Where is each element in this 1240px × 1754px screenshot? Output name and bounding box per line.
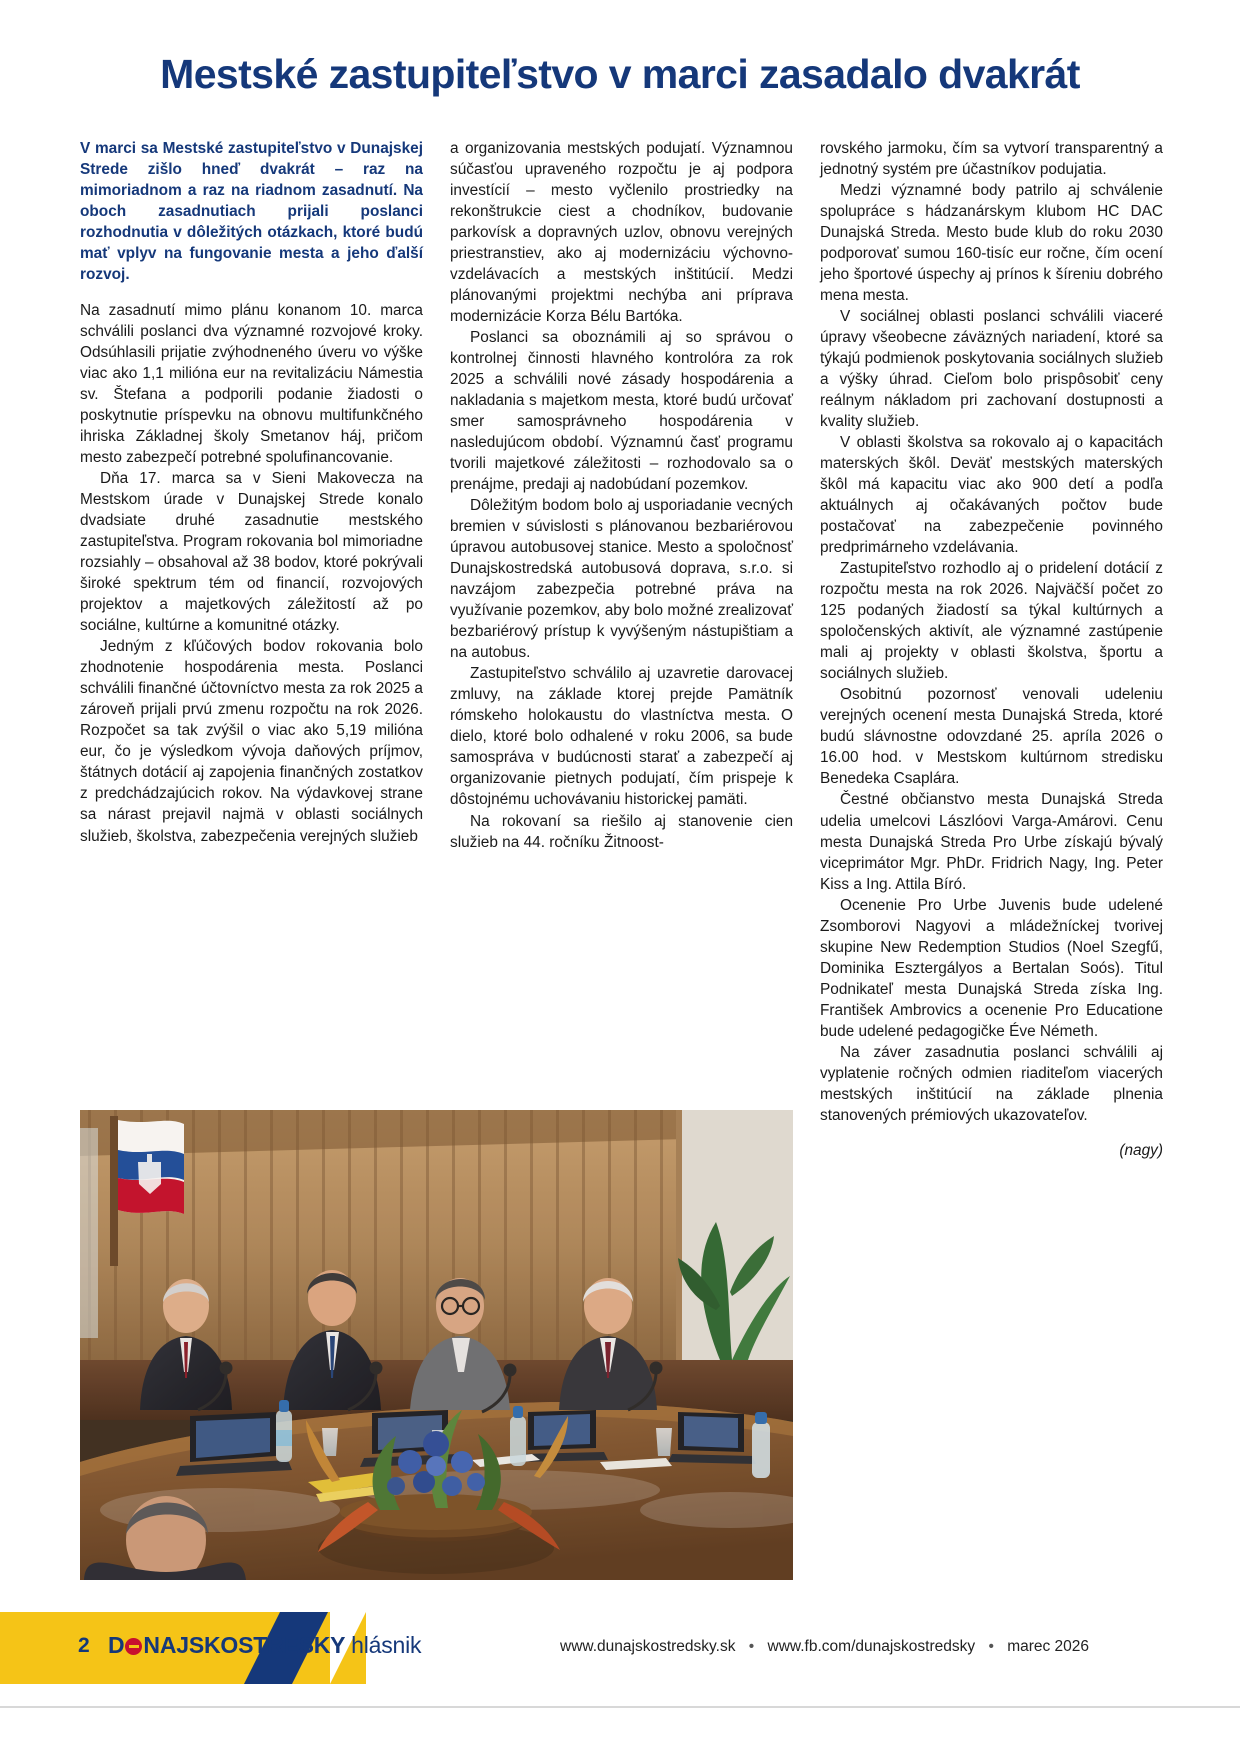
masthead-logo [108,1632,421,1659]
footer-links [560,1638,1089,1656]
paragraph: Zastupiteľstvo rozhodlo aj o pridelení dotácií z rozpočtu mesta na rok 2026. Najväčší počet zo 125 podaných žiadostí sa týkal kultúrnych a spoločenských aktivít, ale významné zastúpenie mali aj projekty v oblasti školstva, športu a sociálnych služieb. [820,560,1163,683]
masthead-pre: D [108,1632,125,1658]
paragraph: Na zasadnutí mimo plánu konanom 10. marca schválili poslanci dva významné rozvojové kroky. Odsúhlasili prijatie zvýhodneného úveru vo výške viac ako 1,1 milióna eur na revitalizáciu Námestia sv. Štefana a podporili podanie žiadosti o poskytnutie príspevku na obnovu multifunkčného ihriska Základnej školy Smetanov háj, pričom mesto zabezpečí potrebné spolufinancovanie. [80,302,423,467]
paragraph: Na rokovaní sa riešilo aj stanovenie cien služieb na 44. ročníku Žitnoost- [450,812,793,851]
masthead-post2: SKY [298,1632,345,1658]
page-title: Mestské zastupiteľstvo v marci zasadalo dvakrát [160,51,1080,97]
masthead-subtitle: hlásnik [351,1632,422,1658]
article-column-2 [450,138,793,1161]
footer-link-web[interactable]: www.dunajskostredsky.sk [560,1638,736,1655]
article-lead: V marci sa Mestské zastupiteľstvo v Dunajskej Strede zišlo hneď dvakrát – raz na mimoriadnom a raz na riadnom zasadnutí. Na oboch zasadnutiach prijali poslanci rozhodnutia v dôležitých otázkach, ktoré budú mať vplyv na fungovanie mesta a jeho ďalší rozvoj. [80,140,423,284]
paragraph: Ocenenie Pro Urbe Juvenis bude udelené Zsomborovi Nagyovi a mládežníckej tvorivej skupine New Redemption Studios (Noel Szegfű, Dominika Esztergályos a Bertalan Soós). Titul Podnikateľ mesta Dunajská Streda získa Ing. František Ambrovics a ocenenie Pro Educatione bude udelené pedagogičke Éve Németh. [820,896,1163,1040]
paragraph: Poslanci sa oboznámili aj so správou o kontrolnej činnosti hlavného kontrolóra za rok 2025 a schválili nové zásady hospodárenia a nakladania s majetkom mesta, ktoré budú určovať smer samosprávneho hospodárenia v nasledujúcom období. Významnú časť programu tvorili majetkové záležitosti – rozhodovalo sa o prenájme, predaji aj nadobúdaní pozemkov. [450,329,793,494]
logo-dot-icon [125,1638,142,1655]
paragraph: Čestné občianstvo mesta Dunajská Streda udelia umelcovi Lászlóovi Varga-Amárovi. Cenu mesta Dunajská Streda Pro Urbe získajú bývalý viceprimátor Mgr. PhDr. Fridrich Nagy, Ing. Peter Kiss a Ing. Attila Bíró. [820,791,1163,893]
footer-separator: • [748,1638,755,1655]
page-number: 2 [78,1634,90,1657]
paragraph: Osobitnú pozornosť venovali udeleniu verejných ocenení mesta Dunajská Streda, ktoré budú slávnostne odovzdané 25. apríla 2026 o 16.00 hod. v Mestskom kultúrnom stredisku Benedeka Csaplára. [820,686,1163,788]
article-body [80,138,1163,1161]
paragraph: Dňa 17. marca sa v Sieni Makovecza na Mestskom úrade v Dunajskej Strede konalo dvadsiate druhé zasadnutie mestského zastupiteľstva. Program rokovania bol mimoriadne rozsiahly – obsahoval až 38 bodov, ktoré pokrývali široké spektrum tém od financií, rozvojových projektov a majetkových záležitostí až po sociálne, kultúrne a komunitné otázky. [80,470,423,635]
footer-issue-date: marec 2026 [1007,1638,1090,1655]
paragraph: Medzi významné body patrilo aj schválenie spolupráce s hádzanárskym klubom HC DAC Dunajská Streda. Mesto bude klub do roku 2030 podporovať sumou 160-tisíc eur ročne, čím ocení jeho športové úspechy aj prínos k šíreniu dobrého mena mesta. [820,182,1163,305]
page-footer [0,1612,1240,1754]
paragraph: Dôležitým bodom bolo aj usporiadanie vecných bremien v súvislosti s plánovanou bezbariérovou úpravou autobusovej stanice. Mesto a spoločnosť Dunajskostredská autobusová doprava, s.r.o. si navzájom zabezpečia potrebné práva na využívanie pozemkov, aby bolo možné zrealizovať bezbariérový prístup k vyvýšeným nástupištiam a na autobus. [450,497,793,662]
paragraph: a organizovania mestských podujatí. Významnou súčasťou upraveného rozpočtu je aj podpora investícií – mesto vyčlenilo prostriedky na rekonštrukcie ciest a chodníkov, budovanie parkovísk a dopravných uzlov, obnovu verejných priestranstiev, ako aj modernizáciu výchovno-vzdelávacích a mestských inštitúcií. Medzi plánovanými projektmi nechýba ani príprava modernizácie Korza Bélu Bartóka. [450,140,793,326]
paragraph: rovského jarmoku, čím sa vytvorí transparentný a jednotný systém pre účastníkov podujatia. [820,140,1163,179]
footer-link-facebook[interactable]: www.fb.com/dunajskostredsky [767,1638,976,1655]
article-photo [80,1110,793,1580]
council-meeting-photo [80,1110,793,1580]
paragraph: V oblasti školstva sa rokovalo aj o kapacitách materských škôl. Deväť mestských materských škôl má kapacitu viac ako 900 detí a podľa aktuálnych aj očakávaných počtov bude postačovať na zabezpečenie povinného predprimárneho vzdelávania. [820,434,1163,557]
paragraph: Jedným z kľúčových bodov rokovania bolo zhodnotenie hospodárenia mesta. Poslanci schválili finančné účtovníctvo mesta za rok 2025 a zároveň prijali prvú zmenu rozpočtu na rok 2026. Rozpočet sa tak zvýšil o viac ako 5,19 milióna eur, čo je výsledkom vývoja daňových príjmov, štátnych dotácií aj zapojenia finančných zostatkov z predchádzajúcich rokov. Na výdavkovej strane sa nárast prejavil najmä v oblasti sociálnych služieb, školstva, zabezpečenia verejných služieb [80,638,423,845]
footer-divider [0,1706,1240,1708]
footer-separator: • [988,1638,994,1655]
paragraph: V sociálnej oblasti poslanci schválili viaceré úpravy všeobecne záväzných nariadení, ktoré sa týkajú podmienok poskytovania sociálnych služieb a výšky úhrad. Cieľom bolo prispôsobiť ceny reálnym nákladom pri zachovaní dostupnosti a kvality služieb. [820,308,1163,431]
article-column-3 [820,138,1163,1161]
article-signature: (nagy) [1119,1141,1163,1159]
paragraph: Na záver zasadnutia poslanci schválili aj vyplatenie ročných odmien riaditeľom viacerých mestských inštitúcií na základe plnenia stanovených prémiových ukazovateľov. [820,1043,1163,1124]
article-column-1 [80,138,423,1161]
paragraph: Zastupiteľstvo schválilo aj uzavretie darovacej zmluvy, na základe ktorej prejde Pamätník rómskeho holokaustu do vlastníctva mesta. O dielo, ktoré bolo odhalené v roku 2006, sa bude samospráva v budúcnosti starať a zabezpečí aj organizovanie pietnych podujatí, čím prispeje k dôstojnému uchovávaniu historickej pamäti. [450,665,793,809]
masthead-post: NAJSKOSTRE [143,1632,299,1658]
